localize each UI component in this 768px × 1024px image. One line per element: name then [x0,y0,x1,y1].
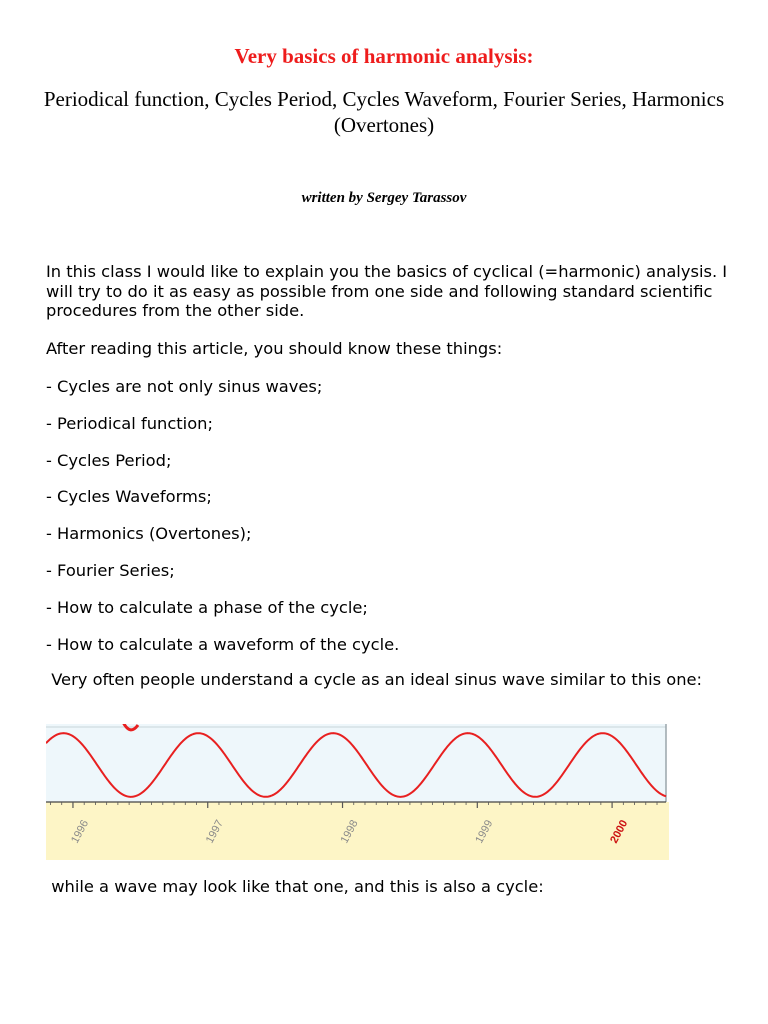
topic-list-item: - How to calculate a waveform of the cycle. [46,634,400,654]
time-axis-band [46,802,669,860]
intro-paragraph: In this class I would like to explain you the basics of cyclical (=harmonic) analysis. I will try to do it as easy as possible from one side and following standard scientific procedures from the other side. [46,262,728,320]
x-tick-label: 1998 [338,818,361,846]
topic-list-item: - Cycles are not only sinus waves; [46,377,323,396]
author-line: written by Sergey Tarassov [301,190,467,206]
x-tick-label: 1996 [69,818,92,846]
topic-list-item: - Cycles Period; [46,450,172,470]
plot-area [46,724,666,802]
sine-wave-chart-svg [46,724,669,860]
x-tick-label: 2000 [608,818,631,846]
topic-list-item: - Harmonics (Overtones); [46,524,252,544]
sinus-intro-paragraph: Very often people understand a cycle as an ideal sinus wave similar to this one: [46,670,703,689]
topic-list-item: - Cycles Waveforms; [46,487,212,507]
closing-paragraph: while a wave may look like that one, and this is also a cycle: [46,877,544,896]
document-title: Very basics of harmonic analysis: [234,44,534,68]
topic-list-item: - Periodical function; [46,413,213,433]
topic-list-item: - How to calculate a phase of the cycle; [46,597,368,617]
topic-list [46,377,399,671]
document-subtitle: Periodical function, Cycles Period, Cycles Waveform, Fourier Series, Harmonics (Overtones) [43,87,725,137]
x-tick-label: 1997 [203,818,226,846]
lead-in-paragraph: After reading this article, you should know these things: [46,339,503,358]
topic-list-item: - Fourier Series; [46,560,175,580]
sine-wave-chart [46,724,669,860]
x-tick-label: 1999 [473,818,496,846]
